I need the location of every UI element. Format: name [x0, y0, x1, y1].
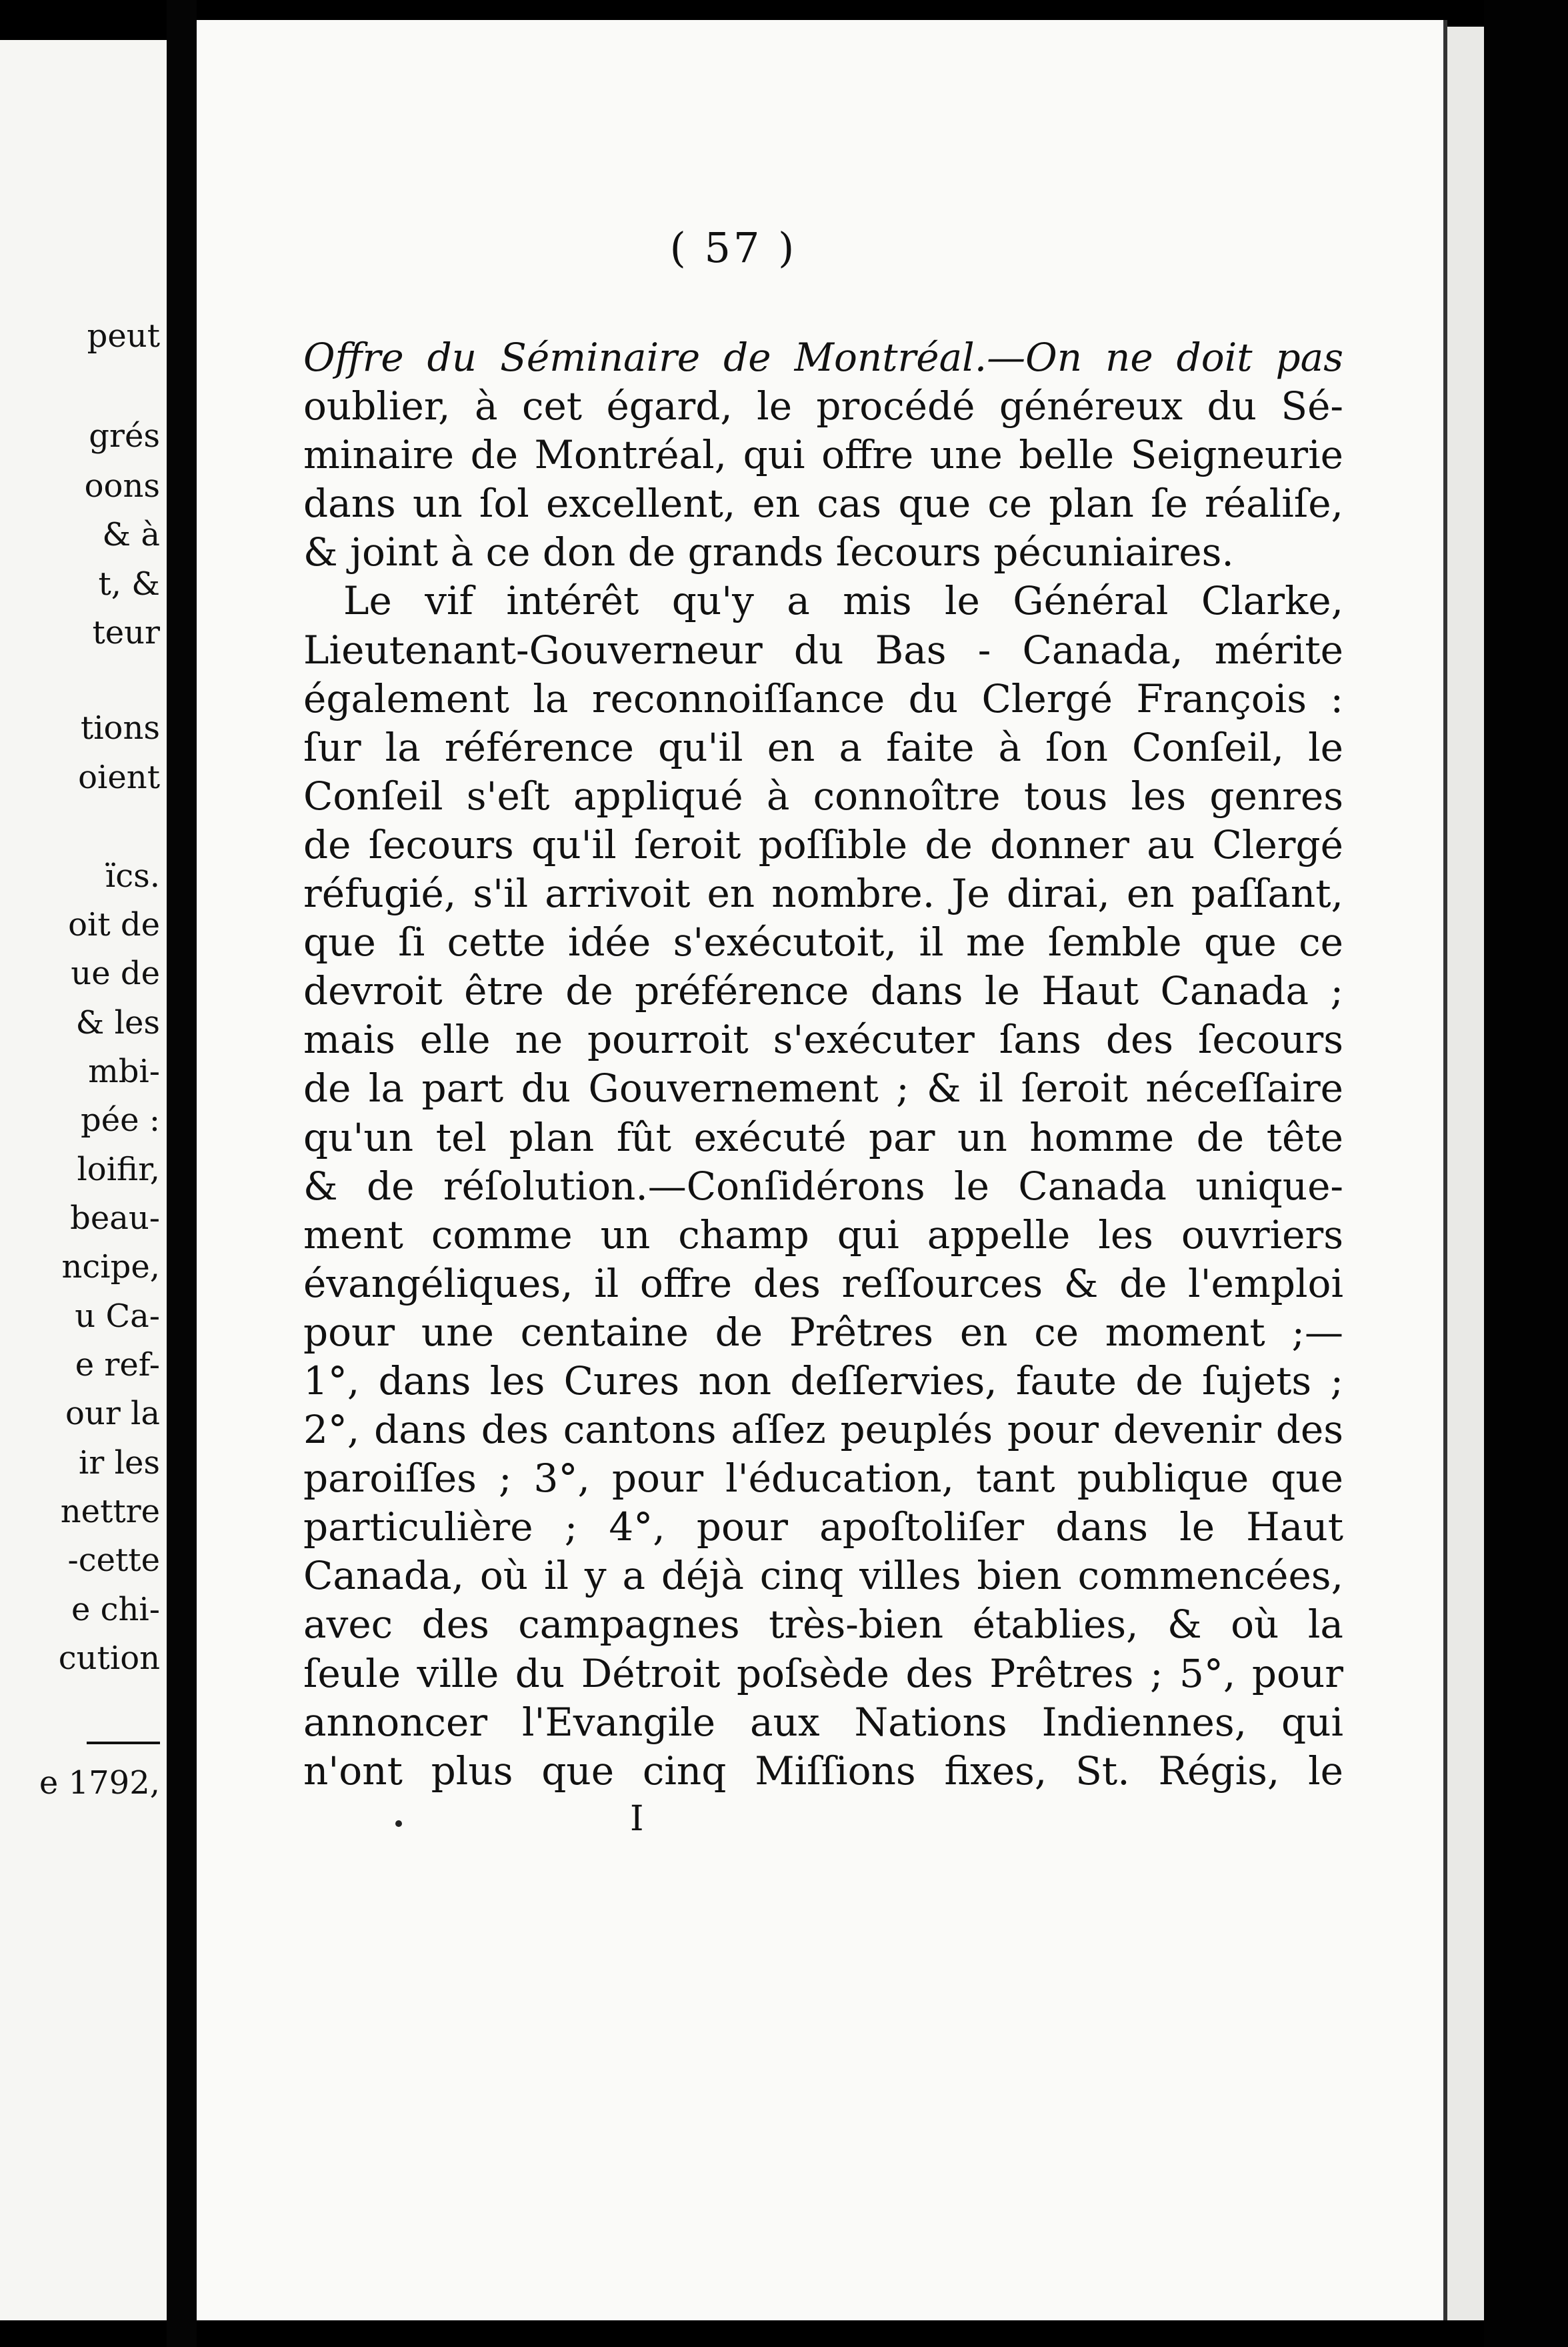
text-line: Canada, où il y a déjà cinq villes bien commencées,: [303, 1553, 1343, 1599]
left-fragment: oit de: [68, 906, 160, 943]
text-line: également la reconnoiſſance du Clergé François :: [303, 675, 1343, 721]
text-line: de la part du Gouvernement ; & il ſeroit néceſſaire: [303, 1065, 1343, 1111]
previous-page-edge: [0, 40, 169, 2320]
signature-mark: I: [630, 1799, 644, 1839]
left-fragment: e 1792,: [39, 1764, 160, 1802]
scan-background: [1484, 0, 1568, 2347]
left-fragment: ncipe,: [61, 1248, 160, 1286]
page-body-text: [303, 333, 1343, 1796]
left-fragment: ir les: [79, 1444, 160, 1482]
book-gutter: [167, 0, 197, 2347]
text-line: n'ont plus que cinq Miſſions fixes, St. Régis, le: [303, 1748, 1343, 1794]
text-line: 2°, dans des cantons aſſez peuplés pour devenir des: [303, 1407, 1343, 1453]
text-line: Conſeil s'eſt appliqué à connoître tous les genres: [303, 773, 1343, 819]
left-fragment: pée :: [81, 1101, 160, 1139]
text-line: avec des campagnes très-bien établies, & où la: [303, 1602, 1343, 1648]
left-fragment: our la: [65, 1395, 160, 1432]
left-fragment: mbi-: [88, 1053, 160, 1090]
text-line: évangéliques, il offre des reſſources & de l'emploi: [303, 1260, 1343, 1306]
text-line: & de réſolution.—Conſidérons le Canada unique-: [303, 1163, 1343, 1209]
text-line: Le vif intérêt qu'y a mis le Général Clarke,: [343, 578, 1343, 624]
text-line: dans un ſol excellent, en cas que ce plan ſe réaliſe,: [303, 481, 1343, 527]
text-line: minaire de Montréal, qui offre une belle Seigneurie: [303, 432, 1343, 478]
page: [197, 20, 1447, 2320]
left-fragment: nettre: [60, 1493, 160, 1530]
text-line: que ſi cette idée s'exécutoit, il me ſemble que ce: [303, 919, 1343, 965]
footnote-rule: [87, 1742, 160, 1744]
left-fragment: oons: [84, 467, 160, 505]
text-line: Lieutenant-Gouverneur du Bas - Canada, mérite: [303, 627, 1343, 673]
left-fragment: ïcs.: [105, 857, 160, 895]
text-line: mais elle ne pourroit s'exécuter ſans des ſecours: [303, 1017, 1343, 1063]
left-fragment: & les: [75, 1004, 160, 1041]
left-fragment: & à: [102, 516, 160, 553]
text-line: oublier, à cet égard, le procédé généreux du Sé-: [303, 383, 1343, 429]
left-fragment: peut: [87, 317, 160, 355]
text-line: particulière ; 4°, pour apoſtoliſer dans le Haut: [303, 1504, 1343, 1550]
text-line: annoncer l'Evangile aux Nations Indiennes, qui: [303, 1699, 1343, 1745]
left-fragment: e chi-: [71, 1591, 160, 1628]
previous-page-text-fragments: [0, 40, 160, 2320]
left-fragment: -cette: [67, 1542, 160, 1579]
text-line: réfugié, s'il arrivoit en nombre. Je dirai, en paſſant,: [303, 871, 1343, 917]
left-fragment: tions: [80, 709, 160, 747]
left-fragment: u Ca-: [75, 1298, 160, 1335]
page-edge-strip: [1447, 27, 1484, 2320]
text-line: Offre du Séminaire de Montréal.—On ne doit pas: [303, 335, 1343, 380]
text-line: ſeule ville du Détroit poſsède des Prêtres ; 5°, pour: [303, 1650, 1343, 1696]
text-line: qu'un tel plan fût exécuté par un homme de tête: [303, 1114, 1343, 1160]
left-fragment: e ref-: [75, 1346, 160, 1384]
left-fragment: oient: [78, 759, 160, 796]
left-fragment: teur: [92, 614, 160, 651]
left-fragment: cution: [58, 1640, 160, 1677]
left-fragment: ue de: [71, 955, 160, 992]
text-line: ment comme un champ qui appelle les ouvriers: [303, 1212, 1343, 1258]
text-line: 1°, dans les Cures non deſſervies, faute de ſujets ;: [303, 1358, 1343, 1404]
text-line: paroiſſes ; 3°, pour l'éducation, tant publique que: [303, 1456, 1343, 1502]
text-line: devroit être de préférence dans le Haut Canada ;: [303, 968, 1343, 1014]
text-line: ſur la référence qu'il en a faite à ſon Conſeil, le: [303, 724, 1343, 770]
left-fragment: beau-: [70, 1200, 160, 1237]
text-line: pour une centaine de Prêtres en ce moment ;—: [303, 1309, 1343, 1355]
ink-speck: [395, 1820, 402, 1827]
text-line: de ſecours qu'il ſeroit poſſible de donner au Clergé: [303, 821, 1343, 867]
left-fragment: grés: [89, 417, 160, 455]
text-line: & joint à ce don de grands ſecours pécuniaires.: [303, 529, 1234, 575]
left-fragment: loifir,: [77, 1151, 160, 1188]
page-number: ( 57 ): [669, 223, 797, 272]
left-fragment: t, &: [98, 565, 160, 603]
